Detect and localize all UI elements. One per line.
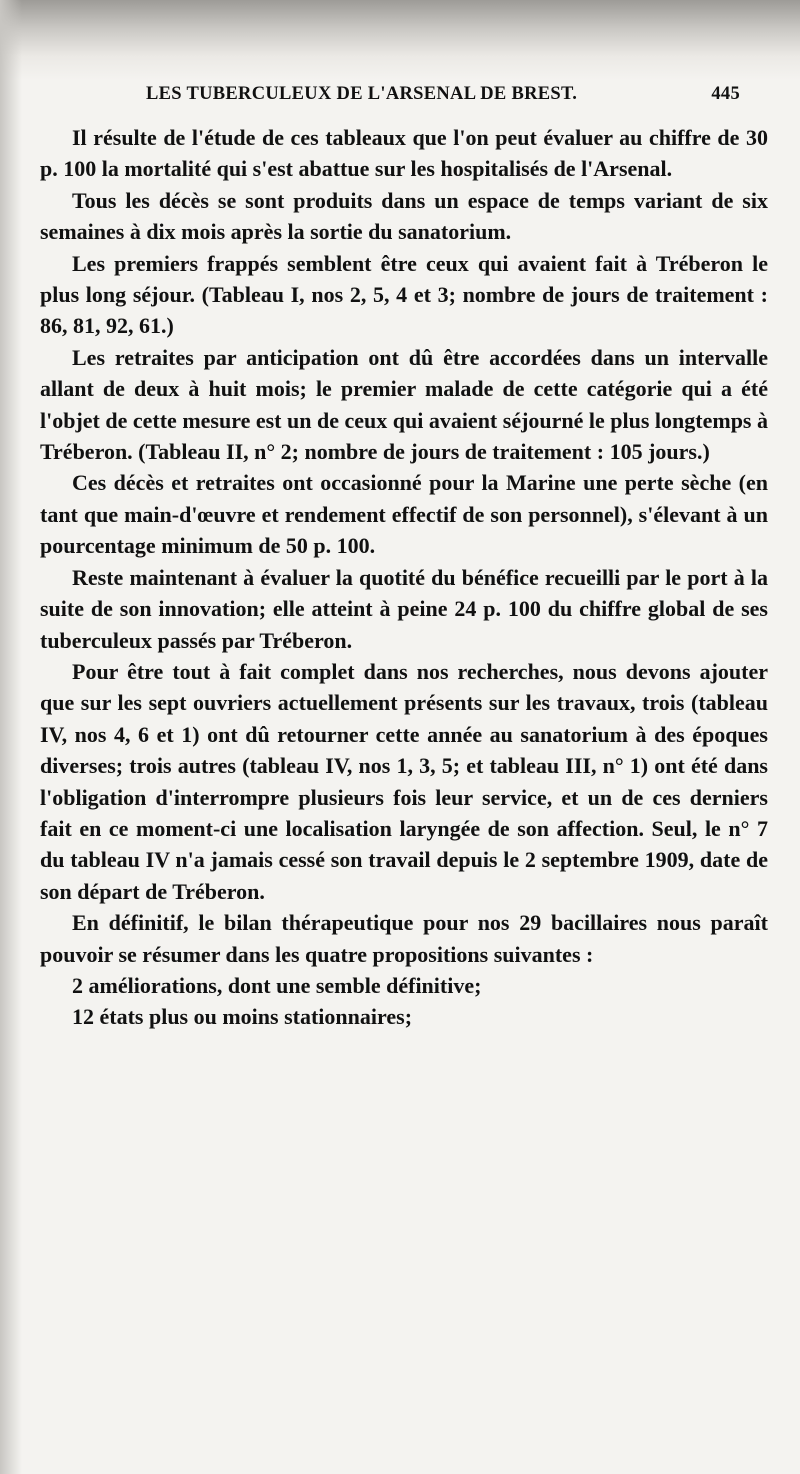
paragraph: Tous les décès se sont produits dans un espace de temps variant de six semaines à dix mois après la sortie du sanatorium. bbox=[40, 187, 768, 245]
page-edge-shading bbox=[0, 0, 22, 1474]
paragraph: Les retraites par anticipation ont dû être accordées dans un intervalle allant de deux à huit mois; le premier malade de cette catégorie qui a été l'objet de cette mesure est un de ceux qui avaient séjourné le plus longtemps à Tréberon. (Tableau II, n° 2; nombre de jours de traitement : 105 jours.) bbox=[40, 344, 768, 465]
paragraph: Pour être tout à fait complet dans nos recherches, nous devons ajouter que sur les sept ouvriers actuellement présents sur les travaux, trois (tableau IV, nos 4, 6 et 1) ont dû retourner cette année au sanatorium à des époques diverses; trois autres (tableau IV, nos 1, 3, 5; et tableau III, n° 1) ont été dans l'obligation d'interrompre plusieurs fois leur service, et un de ces derniers fait en ce moment-ci une localisation laryngée de son affection. Seul, le n° 7 du tableau IV n'a jamais cessé son travail depuis le 2 septembre 1909, date de son départ de Tréberon. bbox=[40, 658, 768, 904]
paragraph: Reste maintenant à évaluer la quotité du bénéfice recueilli par le port à la suite de son innovation; elle atteint à peine 24 p. 100 du chiffre global de ses tuberculeux passés par Tréberon. bbox=[40, 564, 768, 653]
page-number: 445 bbox=[711, 84, 740, 104]
page-body bbox=[40, 122, 768, 1033]
paragraph: En définitif, le bilan thérapeutique pour nos 29 bacillaires nous paraît pouvoir se résumer dans les quatre propositions suivantes : bbox=[40, 910, 768, 967]
paragraph: Ces décès et retraites ont occasionné pour la Marine une perte sèche (en tant que main-d'œuvre et rendement effectif de son personnel), s'élevant à un pourcentage minimum de 50 p. 100. bbox=[40, 470, 768, 559]
scan-shading bbox=[0, 0, 800, 80]
paragraph: Il résulte de l'étude de ces tableaux que l'on peut évaluer au chiffre de 30 p. 100 la mortalité qui s'est abattue sur les hospitalisés de l'Arsenal. bbox=[40, 125, 768, 182]
running-title: LES TUBERCULEUX DE L'ARSENAL DE BREST. bbox=[146, 84, 578, 104]
list-item: 12 états plus ou moins stationnaires; bbox=[72, 1004, 413, 1030]
page-header bbox=[146, 84, 740, 112]
paragraph: Les premiers frappés semblent être ceux qui avaient fait à Tréberon le plus long séjour. (Tableau I, nos 2, 5, 4 et 3; nombre de jours de traitement : 86, 81, 92, 61.) bbox=[40, 250, 768, 339]
list-item: 2 améliorations, dont une semble définitive; bbox=[72, 972, 482, 998]
